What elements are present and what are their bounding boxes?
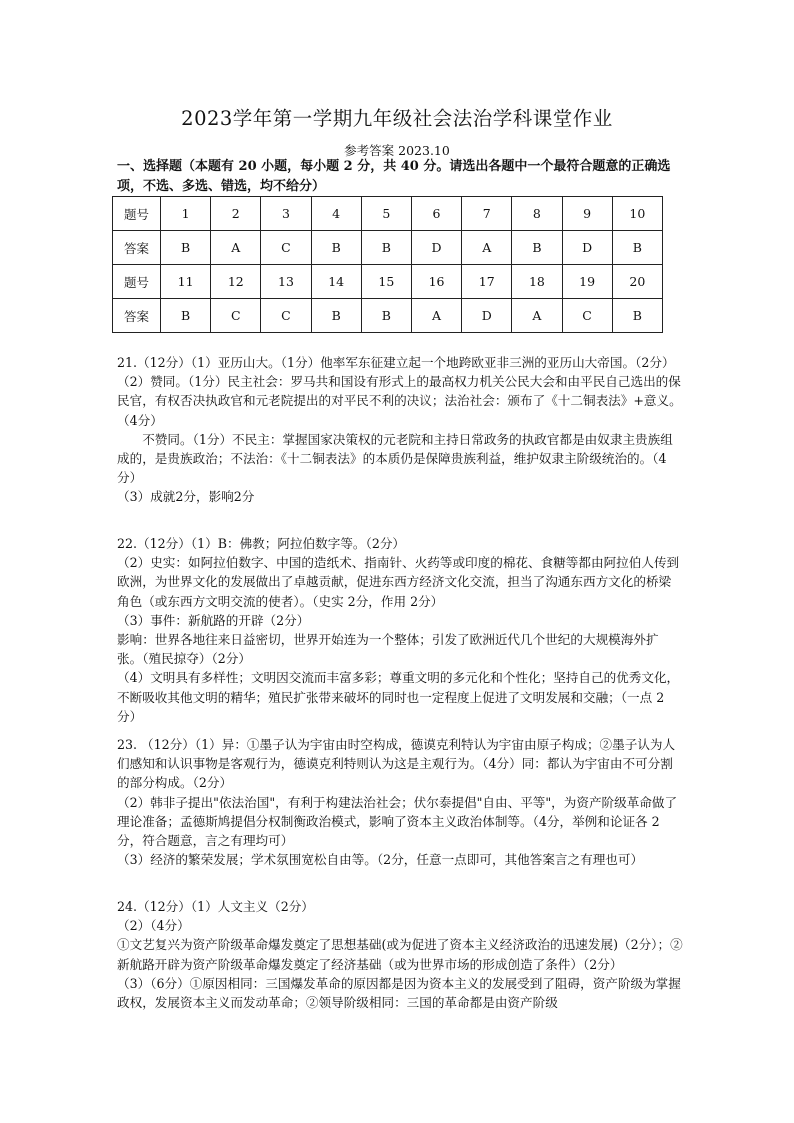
- answer-line: 影响：世界各地往来日益密切，世界开始连为一个整体；引发了欧洲近代几个世纪的大规模海外扩张。（殖民掠夺）（2分）: [117, 632, 659, 667]
- answer-line: （4）文明具有多样性；文明因交流而丰富多彩；尊重文明的多元化和个性化；坚持自己的优秀文化，不断吸收其他文明的精华；殖民扩张带来破坏的同时也一定程度上促进了文明发展和交融；（一点 2分）: [117, 670, 680, 724]
- question-number-cell: 12: [211, 265, 261, 299]
- question-number-cell: 7: [462, 197, 512, 231]
- question-21-answer: [117, 353, 683, 507]
- row-label-answer: 答案: [113, 299, 161, 333]
- answer-cell: B: [612, 299, 662, 333]
- answer-cell: B: [161, 231, 211, 265]
- answer-cell: D: [562, 231, 612, 265]
- answer-line: （3）事件：新航路的开辟（2分）: [117, 612, 310, 628]
- answer-line: （2）韩非子提出"依法治国"，有利于构建法治社会；伏尔泰提倡"自由、平等"，为资产阶级革命做了理论准备；孟德斯鸠提倡分权制衡政治模式，影响了资本主义政治体制等。（4分，举例和论证各 2分，符合题意，言之有理均可）: [117, 794, 678, 849]
- question-number-cell: 1: [161, 197, 211, 231]
- answer-cell: D: [462, 299, 512, 333]
- question-number-cell: 16: [411, 265, 461, 299]
- answer-line: 不赞同。（1分）不民主：掌握国家决策权的元老院和主持日常政务的执政官都是由奴隶主贵族组成的，是贵族政治；不法治：《十二铜表法》的本质仍是保障贵族利益，维护奴隶主阶级统治的。（4分）: [117, 431, 673, 486]
- section-heading-multiple-choice: 一、选择题（本题有 20 小题，每小题 2 分，共 40 分。请选出各题中一个最符合题意的正确选项，不选、多选、错选，均不给分）: [117, 159, 671, 194]
- answer-cell: C: [211, 299, 261, 333]
- answer-line: 23. （12分）（1）异：①墨子认为宇宙由时空构成，德谟克利特认为宇宙由原子构成；②墨子认为人们感知和认识事物是客观行为，德谟克利特则认为这是主观行为。（4分）同：都认为宇宙由不可分割的部分构成。（2分）: [117, 737, 676, 791]
- question-number-cell: 18: [512, 265, 562, 299]
- table-row-answers: [113, 299, 663, 333]
- answer-key-subtitle: 参考答案 2023.10: [344, 143, 450, 158]
- answer-line: （3）成就2分，影响2分: [117, 489, 255, 505]
- answer-cell: B: [361, 299, 411, 333]
- answer-cell: B: [311, 299, 361, 333]
- answer-line: （3）经济的繁荣发展；学术氛围宽松自由等。（2分，任意一点即可，其他答案言之有理也可）: [117, 852, 644, 868]
- question-number-cell: 3: [261, 197, 311, 231]
- answer-cell: C: [261, 299, 311, 333]
- answer-table: [112, 196, 663, 333]
- answer-cell: B: [311, 231, 361, 265]
- question-number-cell: 6: [411, 197, 461, 231]
- table-row-question-numbers: [113, 197, 663, 231]
- answer-cell: B: [161, 299, 211, 333]
- question-number-cell: 8: [512, 197, 562, 231]
- document-title: 2023学年第一学期九年级社会法治学科课堂作业: [181, 107, 613, 130]
- question-23-answer: [117, 735, 683, 869]
- answer-line: ①文艺复兴为资产阶级革命爆发奠定了思想基础(或为促进了资本主义经济政治的迅速发展)（2分）；②新航路开辟为资产阶级革命爆发奠定了经济基础（或为世界市场的形成创造了条件）（2分）: [117, 937, 683, 972]
- answer-cell: B: [361, 231, 411, 265]
- answer-line: 21.（12分）（1）亚历山大。（1分）他率军东征建立起一个地跨欧亚非三洲的亚历山大帝国。（2分）: [117, 355, 675, 370]
- question-number-cell: 19: [562, 265, 612, 299]
- answer-cell: C: [261, 231, 311, 265]
- question-number-cell: 2: [211, 197, 261, 231]
- row-label-number: 题号: [113, 197, 161, 231]
- answer-line: （2）（4分）: [117, 918, 190, 934]
- table-row-answers: [113, 231, 663, 265]
- answer-cell: A: [462, 231, 512, 265]
- answer-line: （3）（6分）①原因相同：三国爆发革命的原因都是因为资本主义的发展受到了阻碍，资产阶级为掌握政权，发展资本主义而发动革命；②领导阶级相同：三国的革命都是由资产阶级: [117, 975, 681, 1011]
- row-label-answer: 答案: [113, 231, 161, 265]
- answer-cell: D: [411, 231, 461, 265]
- question-number-cell: 14: [311, 265, 361, 299]
- question-number-cell: 15: [361, 265, 411, 299]
- answer-cell: A: [411, 299, 461, 333]
- answer-cell: A: [512, 299, 562, 333]
- answer-cell: C: [562, 299, 612, 333]
- answer-cell: B: [612, 231, 662, 265]
- question-24-answer: [117, 897, 683, 1012]
- question-number-cell: 4: [311, 197, 361, 231]
- question-22-answer: [117, 534, 683, 726]
- question-number-cell: 10: [612, 197, 662, 231]
- answer-line: 22.（12分）（1）B：佛教；阿拉伯数字等。（2分）: [117, 536, 406, 551]
- answer-cell: B: [512, 231, 562, 265]
- question-number-cell: 13: [261, 265, 311, 299]
- table-row-question-numbers: [113, 265, 663, 299]
- answer-line: 24.（12分）（1）人文主义（2分）: [117, 899, 314, 914]
- question-number-cell: 11: [161, 265, 211, 299]
- question-number-cell: 17: [462, 265, 512, 299]
- row-label-number: 题号: [113, 265, 161, 299]
- question-number-cell: 9: [562, 197, 612, 231]
- question-number-cell: 20: [612, 265, 662, 299]
- answer-line: （2）赞同。（1分）民主社会：罗马共和国设有形式上的最高权力机关公民大会和由平民自己选出的保民官，有权否决执政官和元老院提出的对平民不利的决议；法治社会：颁布了《十二铜表法》+意义。（4分）: [117, 374, 682, 428]
- answer-line: （2）史实：如阿拉伯数字、中国的造纸术、指南针、火药等或印度的棉花、食糖等都由阿拉伯人传到欧洲，为世界文化的发展做出了卓越贡献，促进东西方经济文化交流，担当了沟通东西方文化的桥梁角色（或东西方文明交流的使者）。（史实 2分，作用 2分）: [117, 555, 680, 609]
- question-number-cell: 5: [361, 197, 411, 231]
- answer-cell: A: [211, 231, 261, 265]
